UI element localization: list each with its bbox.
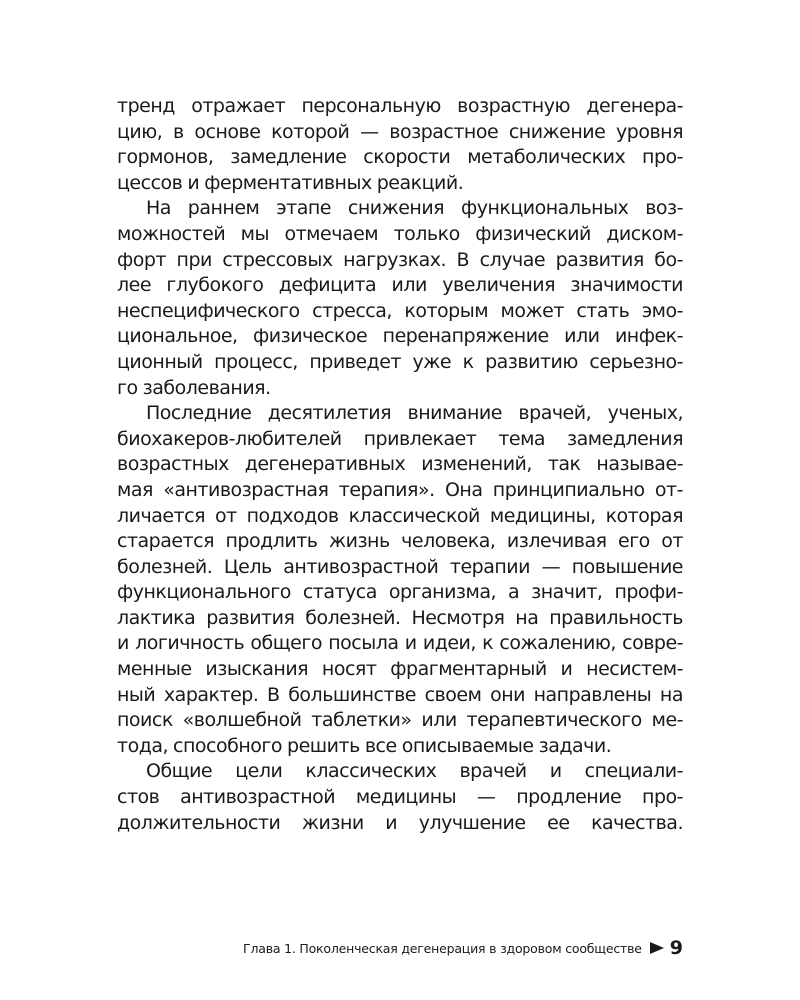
text-line: циональное, физическое перенапряжение или инфек-	[117, 325, 683, 348]
paragraph	[117, 401, 683, 759]
text-line: стов антивозрастной медицины — продление про-	[117, 786, 683, 809]
paragraph	[117, 196, 683, 401]
page-number: 9	[669, 937, 683, 959]
text-line: тренд отражает персональную возрастную дегенера-	[117, 95, 683, 117]
text-line: ный характер. В большинстве своем они направлены на	[117, 683, 683, 706]
text-line: ционный процесс, приведет уже к развитию серьезно-	[117, 350, 683, 373]
text-line: форт при стрессовых нагрузках. В случае развития бо-	[117, 248, 683, 271]
text-line: должительности жизни и улучшение ее качества.	[117, 811, 683, 834]
text-line: Общие цели классических врачей и специали-	[146, 760, 683, 783]
paragraph	[117, 94, 683, 196]
text-line: лее глубокого дефицита или увеличения значимости	[117, 274, 683, 297]
text-line: гормонов, замедление скорости метаболических про-	[117, 146, 683, 169]
text-line: неспецифического стресса, которым может стать эмо-	[117, 299, 683, 322]
running-head: Глава 1. Поколенческая дегенерация в здоровом сообществе	[243, 940, 642, 956]
text-line: лактика развития болезней. Несмотря на правильность	[117, 606, 683, 629]
text-line: цию, в основе которой — возрастное снижение уровня	[117, 120, 683, 143]
text-line: На раннем этапе снижения функциональных воз-	[146, 197, 683, 220]
text-line: возрастных дегенеративных изменений, так называе-	[117, 453, 683, 476]
triangle-right-icon	[650, 942, 664, 954]
text-line: и логичность общего посыла и идеи, к сожалению, совре-	[117, 632, 683, 655]
page-body	[117, 94, 683, 836]
text-line: болезней. Цель антивозрастной терапии — повышение	[117, 555, 683, 578]
text-line: функционального статуса организма, а значит, профи-	[117, 581, 683, 604]
text-line: тода, способного решить все описываемые задачи.	[117, 734, 612, 757]
text-line: поиск «волшебной таблетки» или терапевтического ме-	[117, 709, 683, 732]
page-footer	[243, 936, 683, 960]
text-line: можностей мы отмечаем только физический диском-	[117, 222, 683, 245]
paragraph	[117, 759, 683, 836]
text-line: мая «антивозрастная терапия». Она принципиально от-	[117, 478, 683, 501]
text-line: старается продлить жизнь человека, излечивая его от	[117, 530, 683, 553]
text-line: личается от подходов классической медицины, которая	[117, 504, 683, 527]
text-line: биохакеров-любителей привлекает тема замедления	[117, 427, 683, 450]
text-line: цессов и ферментативных реакций.	[117, 171, 464, 194]
text-line: Последние десятилетия внимание врачей, ученых,	[146, 402, 683, 425]
text-line: менные изыскания носят фрагментарный и несистем-	[117, 658, 683, 681]
text-line: го заболевания.	[117, 376, 271, 399]
